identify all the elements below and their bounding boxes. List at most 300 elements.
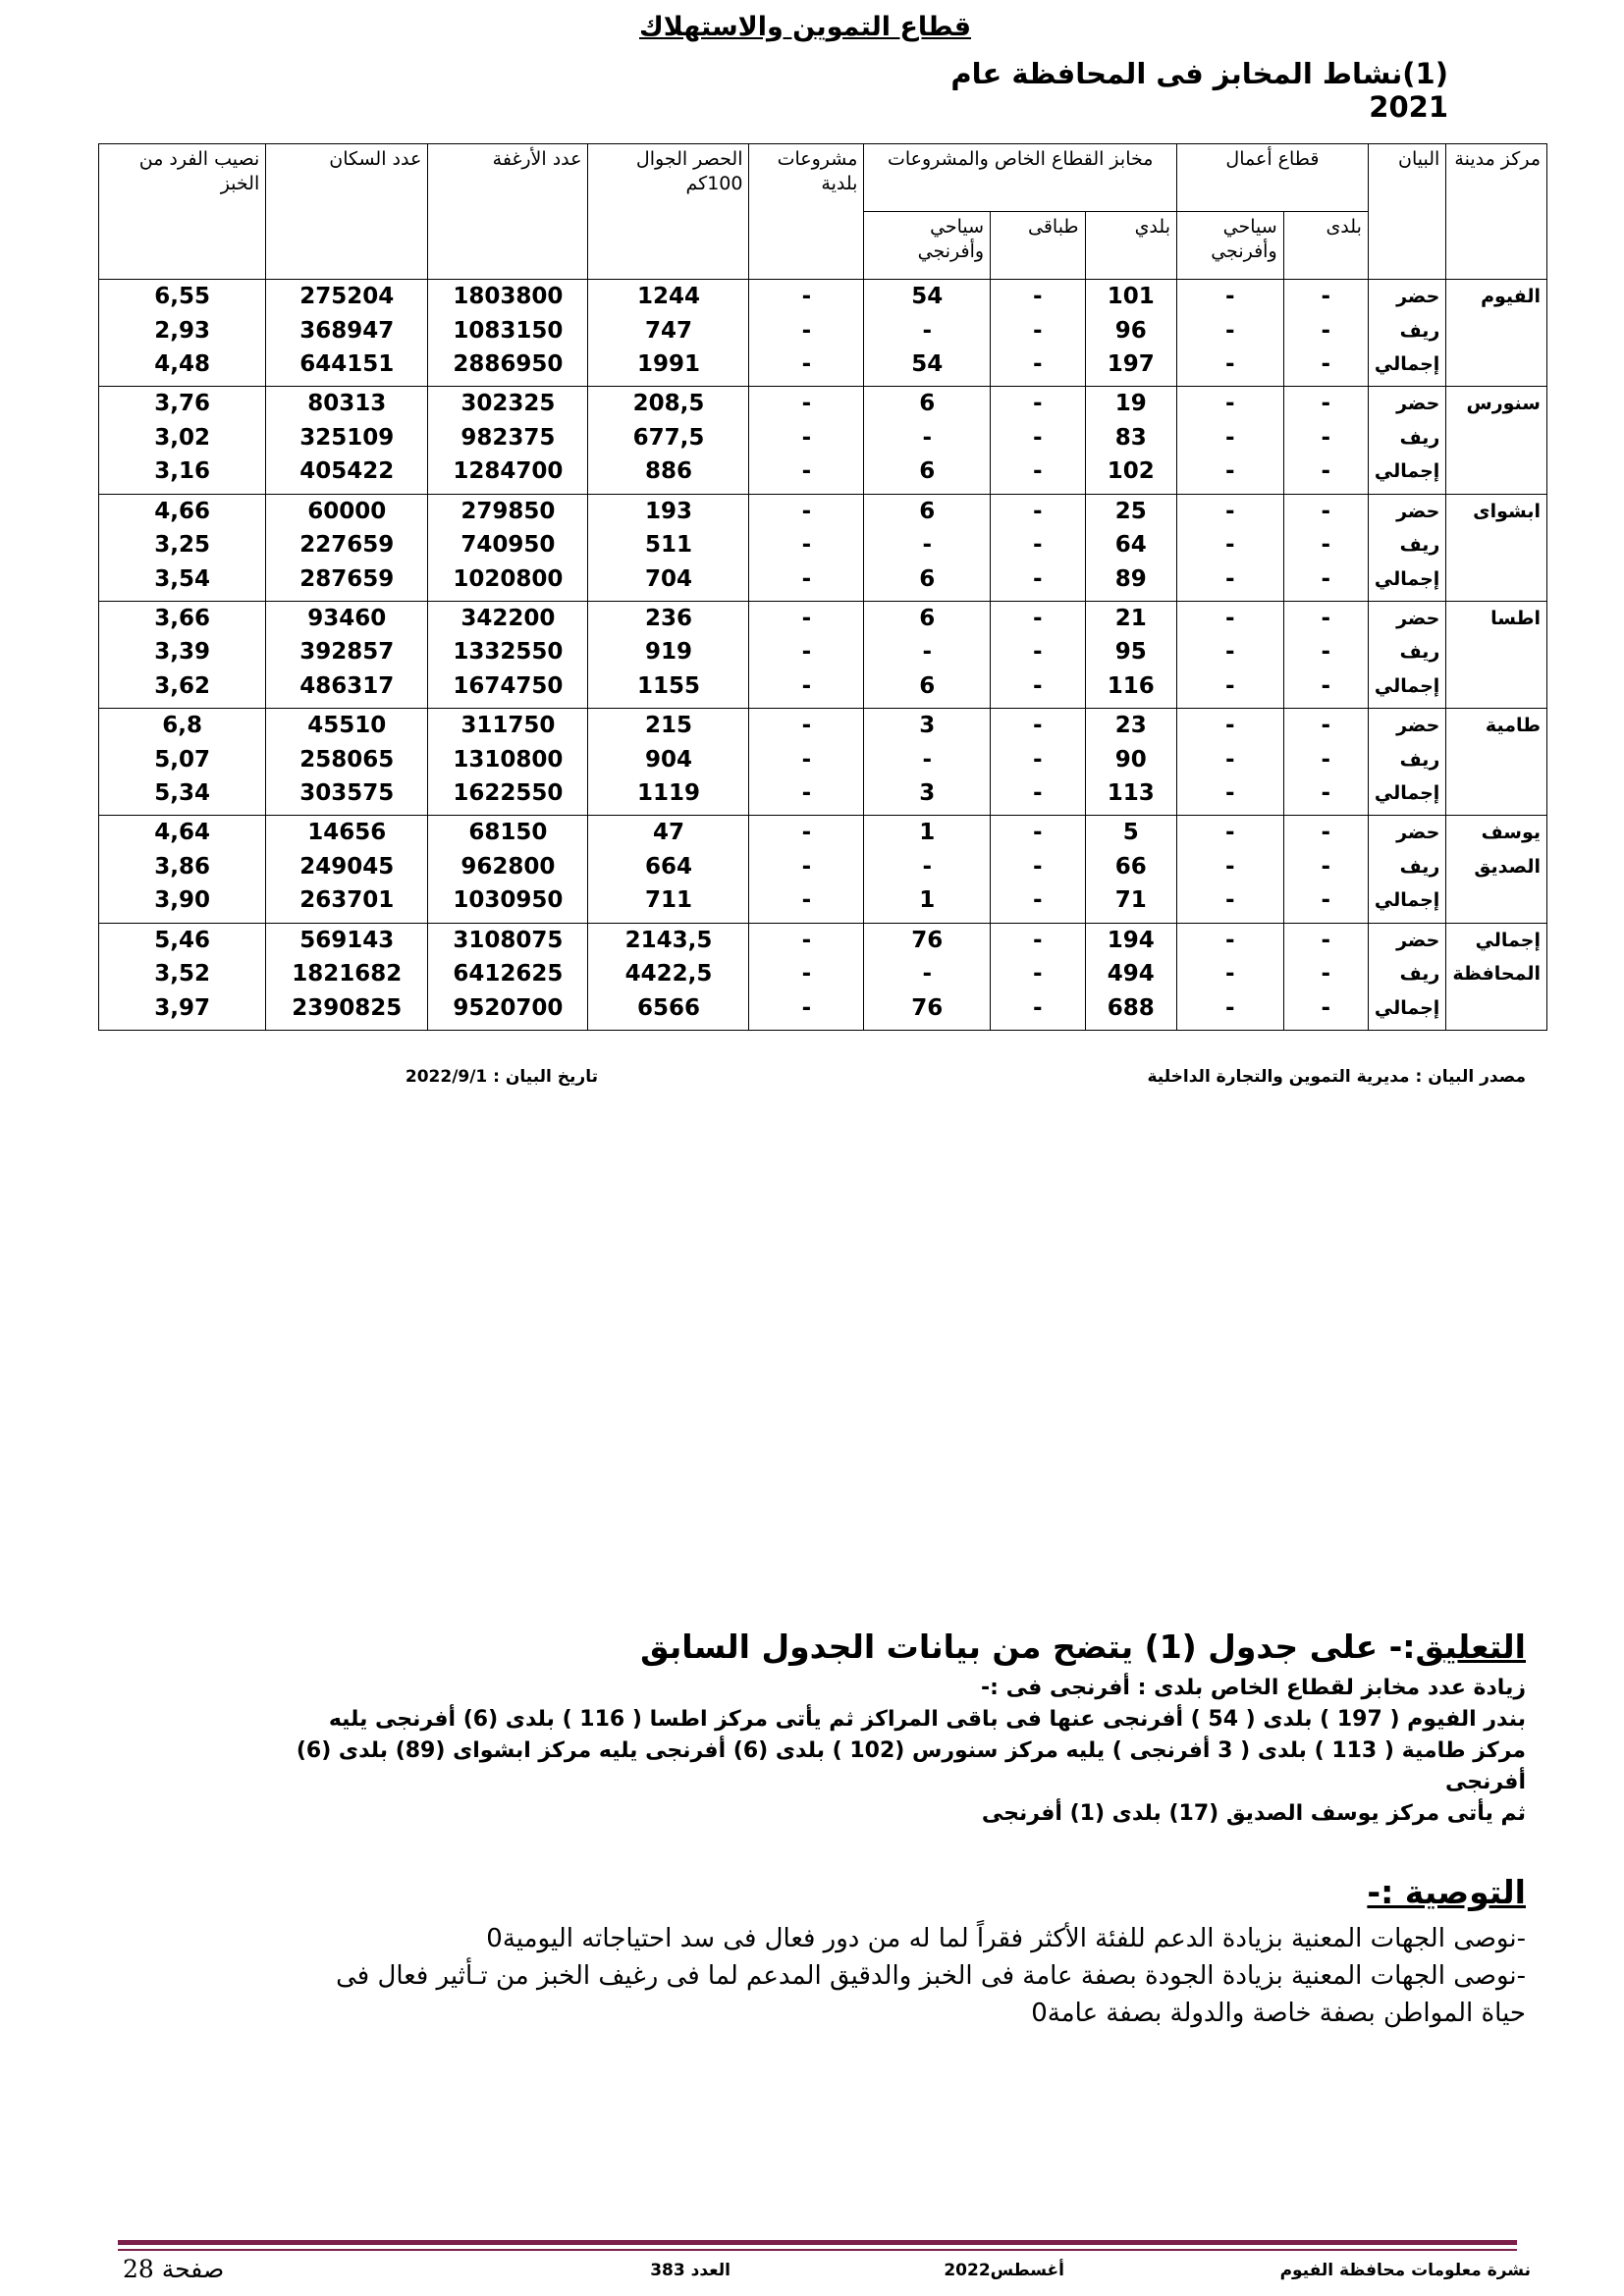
private-tourist-cell [864, 494, 991, 601]
private-tourist-cell [864, 280, 991, 387]
commentary-line: بندر الفيوم ( 197 ) بلدى ( 54 ) أفرنجى عنها فى باقى المراكز ثم يأتى مركز اطسا ( 116 ) بلدى (6) أفرنجى يليه [328, 1707, 1526, 1732]
private-tourist-cell-value: 6 [919, 458, 936, 485]
private-tabaqi-cell [991, 923, 1085, 1030]
center-name-cell: طامية [1446, 709, 1547, 816]
municipal-cell-value: - [801, 853, 812, 880]
municipal-cell [749, 601, 864, 708]
private-baladi-cell [1085, 280, 1176, 387]
municipal-cell-value: - [801, 498, 812, 524]
population-cell-value: 368947 [299, 317, 395, 344]
share-cell [99, 923, 266, 1030]
population-cell-value: 303575 [299, 780, 395, 807]
loaves-cell-value: 9520700 [453, 994, 564, 1021]
population-cell-value: 392857 [299, 639, 395, 666]
business-tourist-cell-value: - [1225, 284, 1235, 309]
bakeries-table [98, 143, 1547, 1031]
business-baladi-cell-value: - [1321, 820, 1331, 846]
private-tourist-cell-value: 1 [919, 820, 936, 846]
population-cell [266, 709, 428, 816]
quota-cell-value: 664 [644, 853, 692, 880]
loaves-cell-value: 302325 [460, 391, 556, 417]
row-label-value: حضر [1396, 607, 1440, 629]
header-quota: الحصر الجوال 100كم [588, 144, 749, 280]
population-cell-value: 263701 [299, 887, 395, 914]
share-cell-value: 5,46 [154, 927, 210, 953]
share-cell-value: 3,25 [154, 532, 210, 559]
subheader-private-tourist: سياحي وأفرنجي [864, 212, 991, 280]
private-tabaqi-cell-value: - [1033, 713, 1043, 739]
center-name-cell: إجمالي المحافظة [1446, 923, 1547, 1030]
quota-cell-value: 704 [644, 565, 692, 592]
source-note: مصدر البيان : مديرية التموين والتجارة الداخلية [1147, 1067, 1526, 1087]
private-tabaqi-cell-value: - [1033, 565, 1043, 592]
footer-issue: العدد 383 [650, 2261, 731, 2280]
municipal-cell [749, 280, 864, 387]
row-label-value: إجمالي [1374, 460, 1440, 483]
table-row [99, 816, 1547, 923]
business-baladi-cell-value: - [1321, 424, 1331, 451]
loaves-cell-value: 3108075 [453, 927, 564, 953]
row-label-value: ريف [1399, 855, 1440, 878]
business-baladi-cell-value: - [1321, 532, 1331, 559]
municipal-cell-value: - [801, 713, 812, 739]
header-statement: البيان [1368, 144, 1445, 280]
business-tourist-cell-value: - [1225, 746, 1235, 773]
row-label-value: إجمالي [1374, 996, 1440, 1019]
loaves-cell [428, 494, 588, 601]
private-tourist-cell-value: - [922, 424, 933, 451]
quota-cell [588, 280, 749, 387]
municipal-cell-value: - [801, 532, 812, 559]
business-baladi-cell-value: - [1321, 391, 1331, 417]
population-cell-value: 60000 [307, 498, 387, 524]
population-cell-value: 644151 [299, 351, 395, 377]
population-cell [266, 601, 428, 708]
commentary-line: زيادة عدد مخابز لقطاع الخاص بلدى : أفرنجى فى :- [981, 1676, 1526, 1700]
footer-month: أغسطس2022 [944, 2261, 1064, 2280]
share-cell-value: 6,8 [162, 713, 202, 739]
quota-cell [588, 816, 749, 923]
quota-cell-value: 2143,5 [624, 927, 713, 953]
row-label [1368, 816, 1445, 923]
private-tabaqi-cell-value: - [1033, 853, 1043, 880]
private-baladi-cell [1085, 816, 1176, 923]
private-baladi-cell-value: 494 [1107, 961, 1155, 988]
private-baladi-cell-value: 95 [1114, 639, 1147, 666]
municipal-cell-value: - [801, 746, 812, 773]
business-tourist-cell-value: - [1225, 994, 1235, 1021]
row-label-value: ريف [1399, 426, 1440, 449]
private-tourist-cell-value: 6 [919, 565, 936, 592]
private-tourist-cell-value: 6 [919, 391, 936, 417]
row-label-value: ريف [1399, 748, 1440, 771]
business-tourist-cell-value: - [1225, 605, 1235, 631]
row-label-value: إجمالي [1374, 353, 1440, 375]
loaves-cell [428, 709, 588, 816]
row-label [1368, 923, 1445, 1030]
population-cell [266, 280, 428, 387]
quota-cell-value: 1119 [636, 780, 700, 807]
loaves-cell-value: 1020800 [453, 565, 564, 592]
business-tourist-cell-value: - [1225, 424, 1235, 451]
row-label-value: ريف [1399, 963, 1440, 986]
business-baladi-cell-value: - [1321, 639, 1331, 666]
loaves-cell-value: 1284700 [453, 458, 564, 485]
quota-cell-value: 4422,5 [624, 961, 713, 988]
share-cell-value: 3,62 [154, 672, 210, 699]
share-cell-value: 3,86 [154, 853, 210, 880]
private-baladi-cell-value: 19 [1114, 391, 1147, 417]
private-baladi-cell [1085, 601, 1176, 708]
population-cell [266, 816, 428, 923]
share-cell-value: 3,16 [154, 458, 210, 485]
business-baladi-cell-value: - [1321, 713, 1331, 739]
loaves-cell-value: 2886950 [453, 351, 564, 377]
table-row [99, 601, 1547, 708]
share-cell-value: 3,02 [154, 424, 210, 451]
quota-cell-value: 236 [644, 605, 692, 631]
population-cell [266, 387, 428, 494]
business-tourist-cell-value: - [1225, 565, 1235, 592]
quota-cell-value: 677,5 [632, 424, 705, 451]
municipal-cell-value: - [801, 424, 812, 451]
private-tabaqi-cell-value: - [1033, 351, 1043, 377]
share-cell-value: 3,97 [154, 994, 210, 1021]
quota-cell [588, 387, 749, 494]
commentary-line: ثم يأتى مركز يوسف الصديق (17) بلدى (1) أفرنجى [981, 1801, 1526, 1826]
quota-cell [588, 601, 749, 708]
private-tourist-cell-value: 6 [919, 498, 936, 524]
private-tabaqi-cell-value: - [1033, 605, 1043, 631]
private-baladi-cell-value: 23 [1114, 713, 1147, 739]
private-baladi-cell-value: 101 [1107, 284, 1155, 309]
subheader-private-baladi: بلدي [1085, 212, 1176, 280]
share-cell [99, 494, 266, 601]
private-tabaqi-cell-value: - [1033, 532, 1043, 559]
municipal-cell [749, 387, 864, 494]
footer-bulletin: نشرة معلومات محافظة الفيوم [1279, 2261, 1531, 2280]
population-cell-value: 275204 [299, 284, 395, 309]
share-cell-value: 3,54 [154, 565, 210, 592]
share-cell-value: 4,66 [154, 498, 210, 524]
municipal-cell-value: - [801, 565, 812, 592]
population-cell-value: 486317 [299, 672, 395, 699]
table-row [99, 280, 1547, 387]
header-population: عدد السكان [266, 144, 428, 280]
header-private-sector: مخابز القطاع الخاص والمشروعات [864, 144, 1177, 212]
private-baladi-cell-value: 5 [1122, 820, 1139, 846]
business-tourist-cell-value: - [1225, 713, 1235, 739]
private-tabaqi-cell-value: - [1033, 994, 1043, 1021]
municipal-cell [749, 494, 864, 601]
population-cell-value: 287659 [299, 565, 395, 592]
private-baladi-cell-value: 113 [1107, 780, 1155, 807]
private-tourist-cell-value: - [922, 961, 933, 988]
loaves-cell [428, 923, 588, 1030]
quota-cell [588, 494, 749, 601]
row-label-value: حضر [1396, 929, 1440, 951]
commentary-line: أفرنجى [1444, 1770, 1526, 1794]
table-row [99, 709, 1547, 816]
population-cell-value: 249045 [299, 853, 395, 880]
business-baladi-cell-value: - [1321, 351, 1331, 377]
page-number: صفحة 28 [123, 2255, 225, 2283]
share-cell-value: 6,55 [154, 284, 210, 309]
row-label-value: إجمالي [1374, 567, 1440, 590]
share-cell [99, 280, 266, 387]
share-cell-value: 5,07 [154, 746, 210, 773]
private-tourist-cell-value: - [922, 532, 933, 559]
population-cell-value: 93460 [307, 605, 387, 631]
share-cell-value: 3,52 [154, 961, 210, 988]
business-tourist-cell-value: - [1225, 639, 1235, 666]
share-cell-value: 5,34 [154, 780, 210, 807]
private-tabaqi-cell [991, 816, 1085, 923]
subheader-business-tourist: سياحي وأفرنجي [1177, 212, 1284, 280]
row-label-value: حضر [1396, 822, 1440, 844]
center-name-cell: الفيوم [1446, 280, 1547, 387]
footer-rule-thin [118, 2249, 1517, 2251]
date-note: تاريخ البيان : 2022/9/1 [405, 1067, 598, 1087]
private-tabaqi-cell-value: - [1033, 887, 1043, 914]
business-baladi-cell-value: - [1321, 746, 1331, 773]
business-tourist-cell-value: - [1225, 458, 1235, 485]
private-tourist-cell-value: 1 [919, 887, 936, 914]
private-tourist-cell-value: 3 [919, 780, 936, 807]
row-label [1368, 601, 1445, 708]
business-baladi-cell [1283, 923, 1368, 1030]
municipal-cell-value: - [801, 994, 812, 1021]
private-baladi-cell-value: 83 [1114, 424, 1147, 451]
business-baladi-cell-value: - [1321, 961, 1331, 988]
table-title: (1)نشاط المخابز فى المحافظة عام 2021 [950, 57, 1448, 124]
business-baladi-cell-value: - [1321, 887, 1331, 914]
quota-cell [588, 709, 749, 816]
business-tourist-cell-value: - [1225, 391, 1235, 417]
private-tabaqi-cell-value: - [1033, 391, 1043, 417]
private-tourist-cell-value: 54 [911, 284, 944, 309]
private-tourist-cell-value: 76 [911, 927, 944, 953]
population-cell-value: 14656 [307, 820, 387, 846]
share-cell-value: 3,76 [154, 391, 210, 417]
business-tourist-cell [1177, 923, 1284, 1030]
row-label [1368, 709, 1445, 816]
loaves-cell-value: 1030950 [453, 887, 564, 914]
loaves-cell-value: 279850 [460, 498, 556, 524]
municipal-cell-value: - [801, 317, 812, 344]
header-share: نصيب الفرد من الخبز [99, 144, 266, 280]
loaves-cell-value: 311750 [460, 713, 556, 739]
population-cell-value: 258065 [299, 746, 395, 773]
private-tourist-cell-value: 76 [911, 994, 944, 1021]
loaves-cell-value: 1332550 [453, 639, 564, 666]
quota-cell [588, 923, 749, 1030]
business-tourist-cell-value: - [1225, 961, 1235, 988]
private-tourist-cell-value: - [922, 639, 933, 666]
loaves-cell-value: 1310800 [453, 746, 564, 773]
population-cell-value: 325109 [299, 424, 395, 451]
loaves-cell-value: 6412625 [453, 961, 564, 988]
quota-cell-value: 1155 [636, 672, 700, 699]
private-tabaqi-cell-value: - [1033, 927, 1043, 953]
loaves-cell-value: 962800 [460, 853, 556, 880]
private-tourist-cell [864, 923, 991, 1030]
private-tabaqi-cell-value: - [1033, 780, 1043, 807]
private-tabaqi-cell-value: - [1033, 820, 1043, 846]
private-baladi-cell-value: 90 [1114, 746, 1147, 773]
private-tourist-cell-value: - [922, 853, 933, 880]
business-tourist-cell-value: - [1225, 853, 1235, 880]
population-cell-value: 45510 [307, 713, 387, 739]
municipal-cell [749, 816, 864, 923]
business-tourist-cell [1177, 601, 1284, 708]
business-tourist-cell [1177, 494, 1284, 601]
table-body [99, 280, 1547, 1031]
subheader-private-tabaqi: طباقى [991, 212, 1085, 280]
loaves-cell-value: 68150 [468, 820, 548, 846]
recommendation-line: -نوصى الجهات المعنية بزيادة الدعم للفئة الأكثر فقراً لما له من دور فعال فى سد احتياجاته اليومية0 [486, 1924, 1526, 1953]
quota-cell-value: 886 [644, 458, 692, 485]
row-label-value: حضر [1396, 286, 1440, 307]
center-name-cell: اطسا [1446, 601, 1547, 708]
private-tabaqi-cell-value: - [1033, 424, 1043, 451]
private-tourist-cell [864, 709, 991, 816]
quota-cell-value: 511 [644, 532, 692, 559]
private-tabaqi-cell [991, 601, 1085, 708]
row-label-value: إجمالي [1374, 674, 1440, 697]
private-baladi-cell [1085, 923, 1176, 1030]
recommendation-body [92, 1920, 1526, 2032]
quota-cell-value: 215 [644, 713, 692, 739]
business-baladi-cell-value: - [1321, 853, 1331, 880]
quota-cell-value: 919 [644, 639, 692, 666]
table-row [99, 923, 1547, 1030]
row-label-value: حضر [1396, 500, 1440, 522]
share-cell-value: 2,93 [154, 317, 210, 344]
municipal-cell-value: - [801, 391, 812, 417]
row-label [1368, 387, 1445, 494]
share-cell-value: 3,39 [154, 639, 210, 666]
private-baladi-cell-value: 197 [1107, 351, 1155, 377]
municipal-cell-value: - [801, 672, 812, 699]
business-tourist-cell-value: - [1225, 532, 1235, 559]
private-tabaqi-cell-value: - [1033, 639, 1043, 666]
loaves-cell-value: 1622550 [453, 780, 564, 807]
private-tourist-cell-value: 3 [919, 713, 936, 739]
private-baladi-cell [1085, 709, 1176, 816]
private-tabaqi-cell [991, 709, 1085, 816]
private-tourist-cell-value: 6 [919, 605, 936, 631]
header-municipal-projects: مشروعات بلدية [749, 144, 864, 280]
share-cell-value: 4,64 [154, 820, 210, 846]
share-cell [99, 709, 266, 816]
table-row [99, 387, 1547, 494]
center-name-cell: سنورس [1446, 387, 1547, 494]
population-cell-value: 569143 [299, 927, 395, 953]
business-baladi-cell-value: - [1321, 458, 1331, 485]
share-cell-value: 4,48 [154, 351, 210, 377]
private-tabaqi-cell-value: - [1033, 961, 1043, 988]
quota-cell-value: 47 [652, 820, 684, 846]
municipal-cell-value: - [801, 780, 812, 807]
municipal-cell-value: - [801, 605, 812, 631]
private-baladi-cell-value: 96 [1114, 317, 1147, 344]
business-baladi-cell-value: - [1321, 672, 1331, 699]
subheader-business-baladi: بلدى [1283, 212, 1368, 280]
private-baladi-cell-value: 21 [1114, 605, 1147, 631]
private-tabaqi-cell [991, 280, 1085, 387]
population-cell-value: 80313 [307, 391, 387, 417]
recommendation-line: حياة المواطن بصفة خاصة والدولة بصفة عامة0 [1031, 1999, 1526, 2028]
business-baladi-cell [1283, 601, 1368, 708]
private-baladi-cell-value: 688 [1107, 994, 1155, 1021]
loaves-cell-value: 740950 [460, 532, 556, 559]
commentary-heading-underlined: التعليق [1415, 1628, 1526, 1666]
municipal-cell-value: - [801, 284, 812, 309]
share-cell [99, 816, 266, 923]
center-name-cell: ابشواى [1446, 494, 1547, 601]
municipal-cell-value: - [801, 639, 812, 666]
business-tourist-cell [1177, 280, 1284, 387]
quota-cell-value: 711 [644, 887, 692, 914]
private-tourist-cell-value: - [922, 317, 933, 344]
loaves-cell [428, 280, 588, 387]
commentary-heading-rest: :- على جدول (1) يتضح من بيانات الجدول السابق [640, 1628, 1416, 1666]
private-baladi-cell-value: 25 [1114, 498, 1147, 524]
private-baladi-cell-value: 102 [1107, 458, 1155, 485]
municipal-cell-value: - [801, 887, 812, 914]
commentary-line: مركز طامية ( 113 ) بلدى ( 3 أفرنجى ) يليه مركز سنورس (102 ) بلدى (6) أفرنجى يليه مركز ابشواى (89) بلدى (6) [296, 1738, 1526, 1763]
loaves-cell-value: 1674750 [453, 672, 564, 699]
population-cell [266, 494, 428, 601]
business-baladi-cell-value: - [1321, 605, 1331, 631]
municipal-cell [749, 709, 864, 816]
quota-cell-value: 1991 [636, 351, 700, 377]
private-tourist-cell [864, 387, 991, 494]
municipal-cell-value: - [801, 820, 812, 846]
business-baladi-cell-value: - [1321, 927, 1331, 953]
municipal-cell [749, 923, 864, 1030]
quota-cell-value: 6566 [636, 994, 700, 1021]
center-name-cell: يوسف الصديق [1446, 816, 1547, 923]
header-center: مركز مدينة [1446, 144, 1547, 280]
row-label-value: ريف [1399, 319, 1440, 342]
loaves-cell-value: 982375 [460, 424, 556, 451]
business-baladi-cell [1283, 280, 1368, 387]
quota-cell-value: 747 [644, 317, 692, 344]
commentary-heading [92, 1628, 1526, 1666]
loaves-cell [428, 387, 588, 494]
business-baladi-cell [1283, 494, 1368, 601]
share-cell [99, 601, 266, 708]
sector-title: قطاع التموين والاستهلاك [638, 12, 972, 42]
business-baladi-cell [1283, 387, 1368, 494]
population-cell-value: 1821682 [292, 961, 403, 988]
row-label-value: إجمالي [1374, 889, 1440, 912]
private-baladi-cell-value: 194 [1107, 927, 1155, 953]
municipal-cell-value: - [801, 458, 812, 485]
private-baladi-cell [1085, 387, 1176, 494]
business-tourist-cell-value: - [1225, 780, 1235, 807]
private-tabaqi-cell-value: - [1033, 746, 1043, 773]
header-business-sector: قطاع أعمال [1177, 144, 1369, 212]
private-tourist-cell [864, 816, 991, 923]
quota-cell-value: 208,5 [632, 391, 705, 417]
private-tabaqi-cell [991, 494, 1085, 601]
private-tourist-cell-value: - [922, 746, 933, 773]
population-cell-value: 2390825 [292, 994, 403, 1021]
municipal-cell-value: - [801, 927, 812, 953]
